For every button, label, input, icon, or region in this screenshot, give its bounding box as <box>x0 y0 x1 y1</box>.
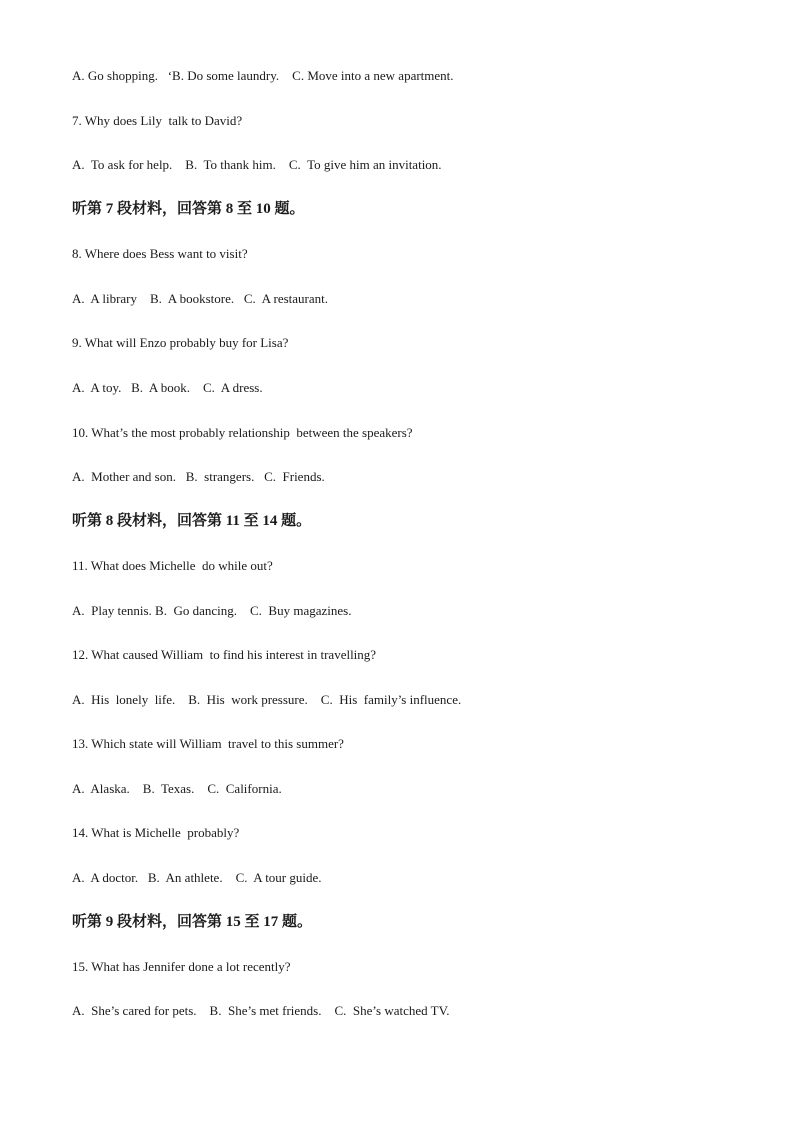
question-9: 9. What will Enzo probably buy for Lisa? <box>72 335 289 350</box>
q8-answer-options: A. A library B. A bookstore. C. A restaurant. <box>72 291 329 306</box>
q11-answer-options: A. Play tennis. B. Go dancing. C. Buy magazines. <box>72 603 352 618</box>
question-15: 15. What has Jennifer done a lot recently? <box>72 959 291 974</box>
q7-answer-options: A. To ask for help. B. To thank him. C. To give him an invitation. <box>72 157 442 172</box>
q12-answer-options: A. His lonely life. B. His work pressure. C. His family’s influence. <box>72 692 462 707</box>
section-heading-7: 听第 7 段材料，回答第 8 至 10 题。 <box>72 201 305 217</box>
q13-answer-options: A. Alaska. B. Texas. C. California. <box>72 781 282 796</box>
question-10: 10. What’s the most probably relationship between the speakers? <box>72 425 413 440</box>
q14-answer-options: A. A doctor. B. An athlete. C. A tour guide. <box>72 870 322 885</box>
q15-answer-options: A. She’s cared for pets. B. She’s met friends. C. She’s watched TV. <box>72 1003 450 1018</box>
question-11: 11. What does Michelle do while out? <box>72 558 273 573</box>
question-13: 13. Which state will William travel to this summer? <box>72 736 344 751</box>
question-7: 7. Why does Lily talk to David? <box>72 113 243 128</box>
question-8: 8. Where does Bess want to visit? <box>72 246 248 261</box>
section-heading-8: 听第 8 段材料，回答第 11 至 14 题。 <box>72 513 312 529</box>
q6-answer-options: A. Go shopping. ‘B. Do some laundry. C. Move into a new apartment. <box>72 68 454 83</box>
section-heading-9: 听第 9 段材料，回答第 15 至 17 题。 <box>72 914 313 930</box>
q9-answer-options: A. A toy. B. A book. C. A dress. <box>72 380 263 395</box>
question-12: 12. What caused William to find his interest in travelling? <box>72 647 377 662</box>
question-14: 14. What is Michelle probably? <box>72 825 240 840</box>
q10-answer-options: A. Mother and son. B. strangers. C. Friends. <box>72 469 325 484</box>
